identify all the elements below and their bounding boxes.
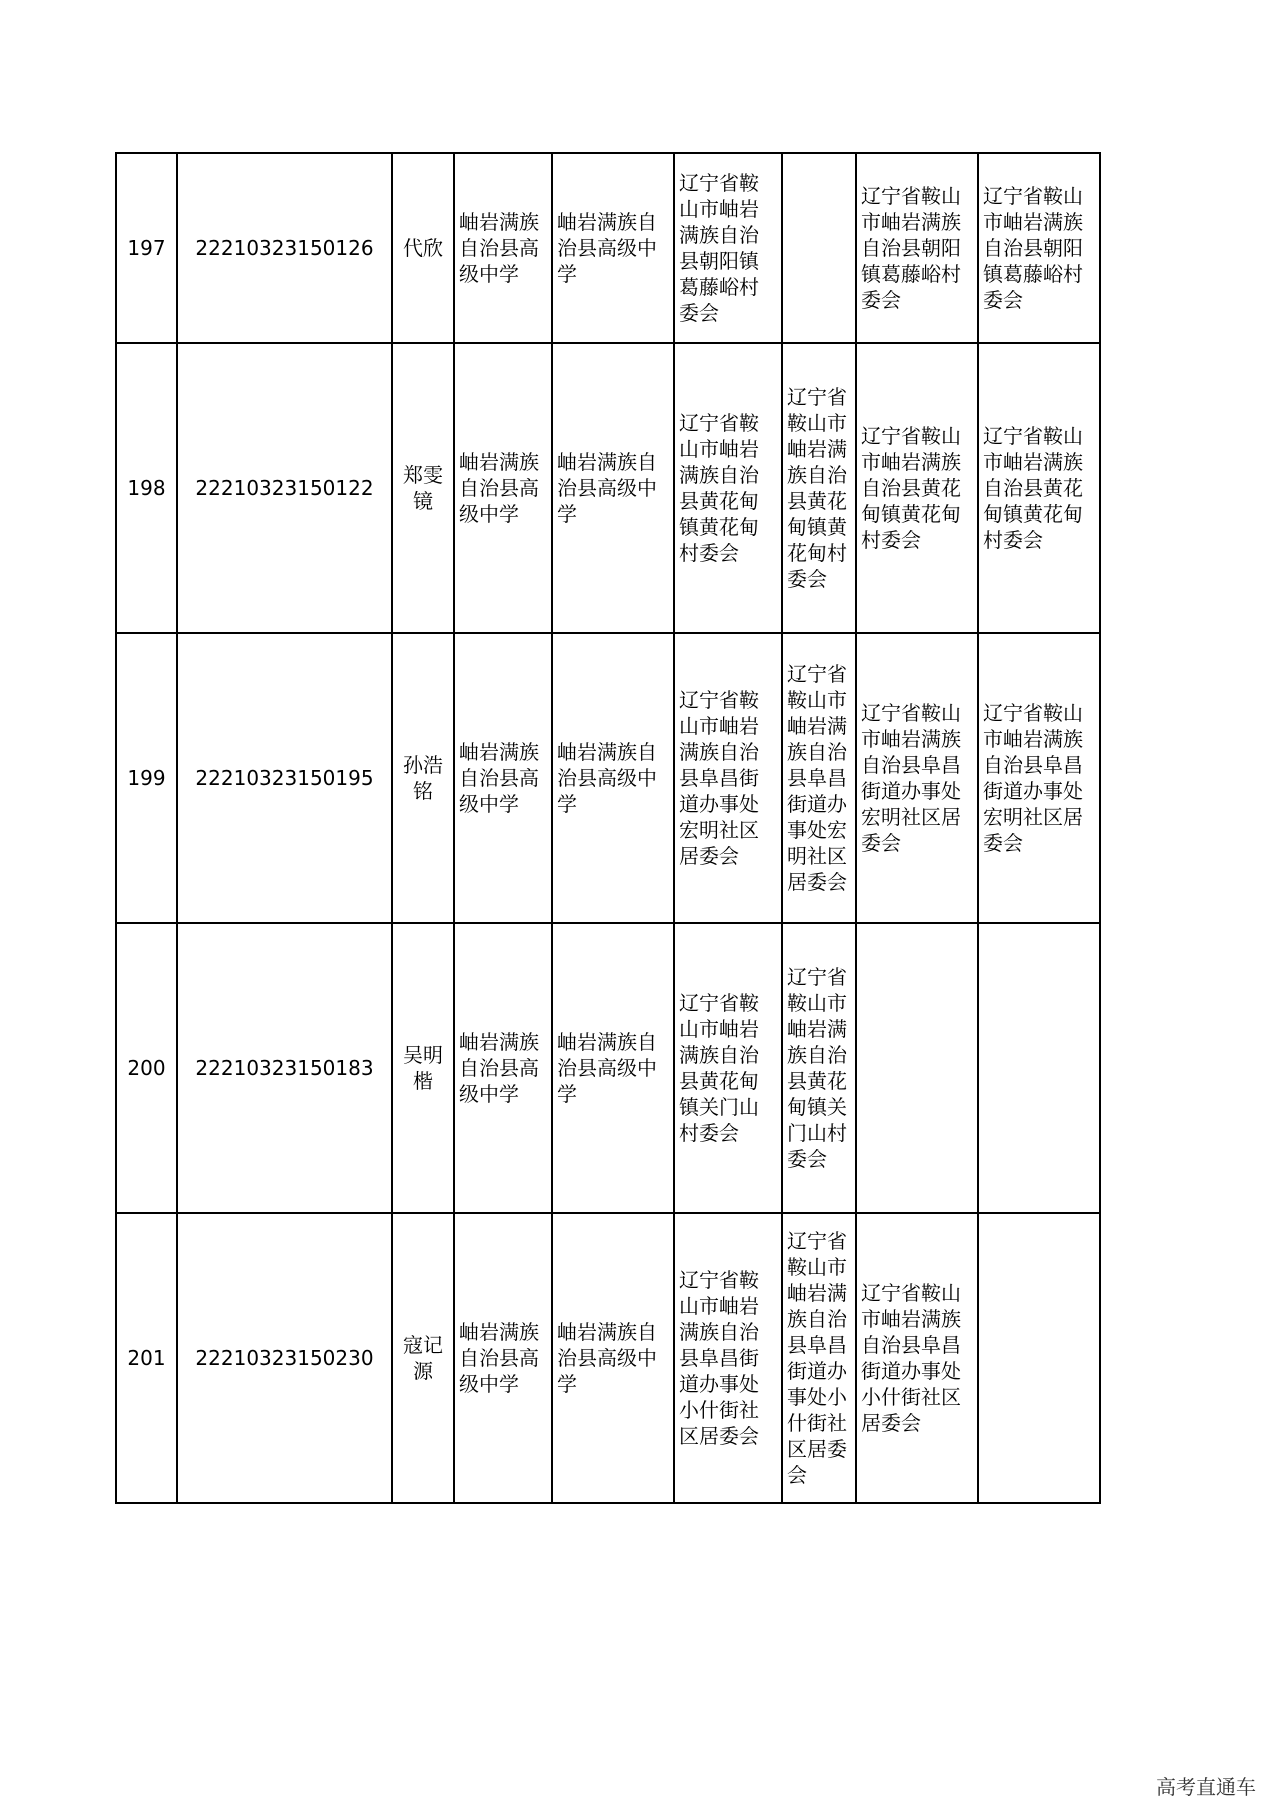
- address-cell: 辽宁省鞍山市岫岩满族自治县朝阳镇葛藤峪村委会: [978, 153, 1100, 343]
- school-cell: 岫岩满族自治县高级中学: [552, 343, 674, 633]
- candidate-name-cell: 孙浩铭: [392, 633, 454, 923]
- school-cell: 岫岩满族自治县高级中学: [552, 153, 674, 343]
- table-row: [116, 1213, 1100, 1503]
- candidate-name-cell: 代欣: [392, 153, 454, 343]
- table-row: [116, 633, 1100, 923]
- address-cell: 辽宁省鞍山市岫岩满族自治县黄花甸镇黄花甸村委会: [978, 343, 1100, 633]
- address-cell: [978, 923, 1100, 1213]
- table-row: [116, 923, 1100, 1213]
- address-cell: [782, 153, 856, 343]
- address-cell: 辽宁省鞍山市岫岩满族自治县朝阳镇葛藤峪村委会: [856, 153, 978, 343]
- candidate-name-cell: 郑雯镜: [392, 343, 454, 633]
- address-cell: [856, 923, 978, 1213]
- school-cell: 岫岩满族自治县高级中学: [454, 923, 552, 1213]
- candidate-name-cell: 吴明楷: [392, 923, 454, 1213]
- serial-number-cell: 201: [116, 1213, 177, 1503]
- address-cell: 辽宁省鞍山市岫岩满族自治县黄花甸镇关门山村委会: [782, 923, 856, 1213]
- address-cell: 辽宁省鞍山市岫岩满族自治县阜昌街道办事处宏明社区居委会: [782, 633, 856, 923]
- address-cell: 辽宁省鞍山市岫岩满族自治县阜昌街道办事处宏明社区居委会: [674, 633, 782, 923]
- table-row: [116, 153, 1100, 343]
- serial-number-cell: 200: [116, 923, 177, 1213]
- serial-number-cell: 199: [116, 633, 177, 923]
- address-cell: 辽宁省鞍山市岫岩满族自治县阜昌街道办事处小什街社区居委会: [674, 1213, 782, 1503]
- address-cell: 辽宁省鞍山市岫岩满族自治县黄花甸镇关门山村委会: [674, 923, 782, 1213]
- address-cell: 辽宁省鞍山市岫岩满族自治县阜昌街道办事处小什街社区居委会: [856, 1213, 978, 1503]
- serial-number-cell: 197: [116, 153, 177, 343]
- serial-number-cell: 198: [116, 343, 177, 633]
- address-cell: 辽宁省鞍山市岫岩满族自治县阜昌街道办事处小什街社区居委会: [782, 1213, 856, 1503]
- candidate-id-cell: 22210323150183: [177, 923, 392, 1213]
- candidate-id-cell: 22210323150230: [177, 1213, 392, 1503]
- candidate-name-cell: 寇记源: [392, 1213, 454, 1503]
- school-cell: 岫岩满族自治县高级中学: [552, 633, 674, 923]
- school-cell: 岫岩满族自治县高级中学: [552, 1213, 674, 1503]
- candidate-id-cell: 22210323150126: [177, 153, 392, 343]
- school-cell: 岫岩满族自治县高级中学: [454, 153, 552, 343]
- school-cell: 岫岩满族自治县高级中学: [454, 343, 552, 633]
- school-cell: 岫岩满族自治县高级中学: [454, 1213, 552, 1503]
- table-row: [116, 343, 1100, 633]
- watermark-text: 高考直通车: [1156, 1775, 1256, 1799]
- address-cell: 辽宁省鞍山市岫岩满族自治县黄花甸镇黄花甸村委会: [856, 343, 978, 633]
- address-cell: 辽宁省鞍山市岫岩满族自治县阜昌街道办事处宏明社区居委会: [978, 633, 1100, 923]
- candidate-id-cell: 22210323150195: [177, 633, 392, 923]
- address-cell: [978, 1213, 1100, 1503]
- address-cell: 辽宁省鞍山市岫岩满族自治县黄花甸镇黄花甸村委会: [674, 343, 782, 633]
- address-cell: 辽宁省鞍山市岫岩满族自治县朝阳镇葛藤峪村委会: [674, 153, 782, 343]
- school-cell: 岫岩满族自治县高级中学: [552, 923, 674, 1213]
- address-cell: 辽宁省鞍山市岫岩满族自治县阜昌街道办事处宏明社区居委会: [856, 633, 978, 923]
- roster-table: [115, 152, 1101, 1504]
- school-cell: 岫岩满族自治县高级中学: [454, 633, 552, 923]
- roster-body: [116, 153, 1100, 1503]
- candidate-id-cell: 22210323150122: [177, 343, 392, 633]
- address-cell: 辽宁省鞍山市岫岩满族自治县黄花甸镇黄花甸村委会: [782, 343, 856, 633]
